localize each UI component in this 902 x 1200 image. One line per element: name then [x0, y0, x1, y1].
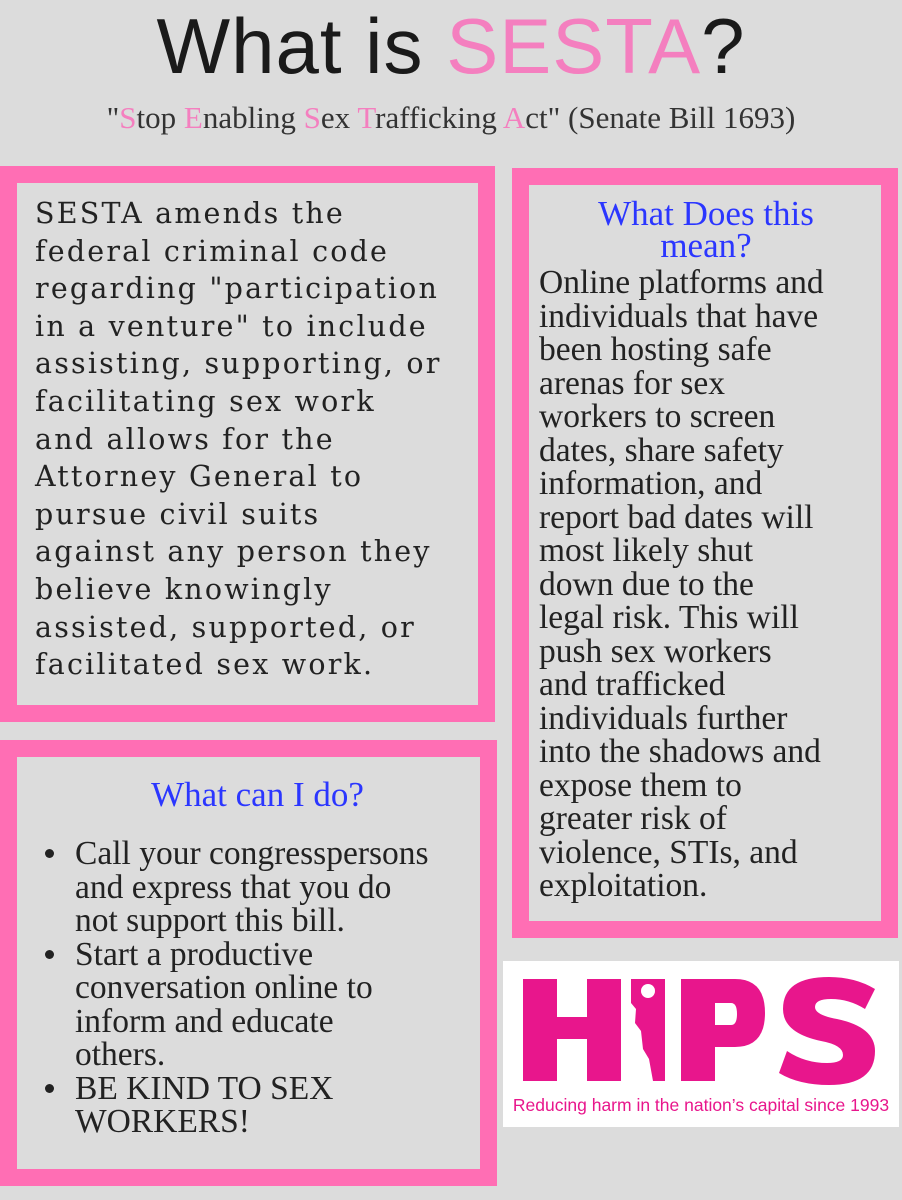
action-list — [45, 837, 470, 1139]
subtitle-text: rafficking — [375, 100, 503, 135]
sesta-definition-text: SESTA amends the federal criminal code regarding "participation in a venture" to include assisting, supporting, or facilitating sex work and allows for the Attorney General to pursue civil suits against any person they believe knowingly assisted, supported, or facilitated sex work. — [35, 197, 442, 682]
subtitle-text: top — [136, 100, 184, 135]
action-item-text: BE KIND TO SEX WORKERS! — [75, 1069, 334, 1140]
subtitle-initial: A — [502, 100, 526, 135]
hips-logo-graphic — [503, 961, 899, 1127]
subtitle-text: ct" (Senate Bill 1693) — [525, 100, 796, 135]
subtitle-text: nabling — [202, 100, 304, 135]
subtitle-initial: S — [119, 100, 137, 135]
meaning-heading: What Does this mean? — [598, 194, 814, 265]
action-item-text: Start a productive conversation online to inform and educate others. — [75, 935, 373, 1073]
action-item-text: Call your congresspersons and express that you do not support this bill. — [75, 835, 429, 939]
title-prefix: What is — [156, 2, 447, 90]
sesta-definition-box — [0, 166, 495, 722]
title-suffix: ? — [701, 2, 746, 90]
action-item — [45, 837, 470, 938]
title-highlight: SESTA — [446, 2, 702, 90]
subtitle-text: " — [106, 100, 120, 135]
hips-logo — [503, 961, 899, 1127]
subtitle-initial: E — [183, 100, 203, 135]
action-heading: What can I do? — [151, 775, 364, 814]
bullet-icon — [45, 1084, 54, 1093]
action-item — [45, 935, 470, 1073]
bullet-icon — [45, 950, 54, 959]
subtitle-initial: S — [303, 100, 321, 135]
action-item — [45, 1069, 470, 1140]
bullet-icon — [45, 849, 54, 858]
subtitle-initial: T — [357, 100, 376, 135]
page-title — [0, 2, 902, 90]
logo-tagline: Reducing harm in the nation’s capital since 1993 — [512, 1095, 890, 1115]
action-box — [0, 740, 497, 1186]
subtitle-text: ex — [320, 100, 358, 135]
meaning-body: Online platforms and individuals that have been hosting safe arenas for sex workers to screen dates, share safety information, and report bad dates will most likely shut down due to the legal risk. This will push sex workers and trafficked individuals further into the shadows and expose them to greater risk of violence, STIs, and exploitation. — [539, 264, 824, 904]
meaning-box — [512, 168, 898, 938]
page-subtitle — [0, 100, 902, 136]
